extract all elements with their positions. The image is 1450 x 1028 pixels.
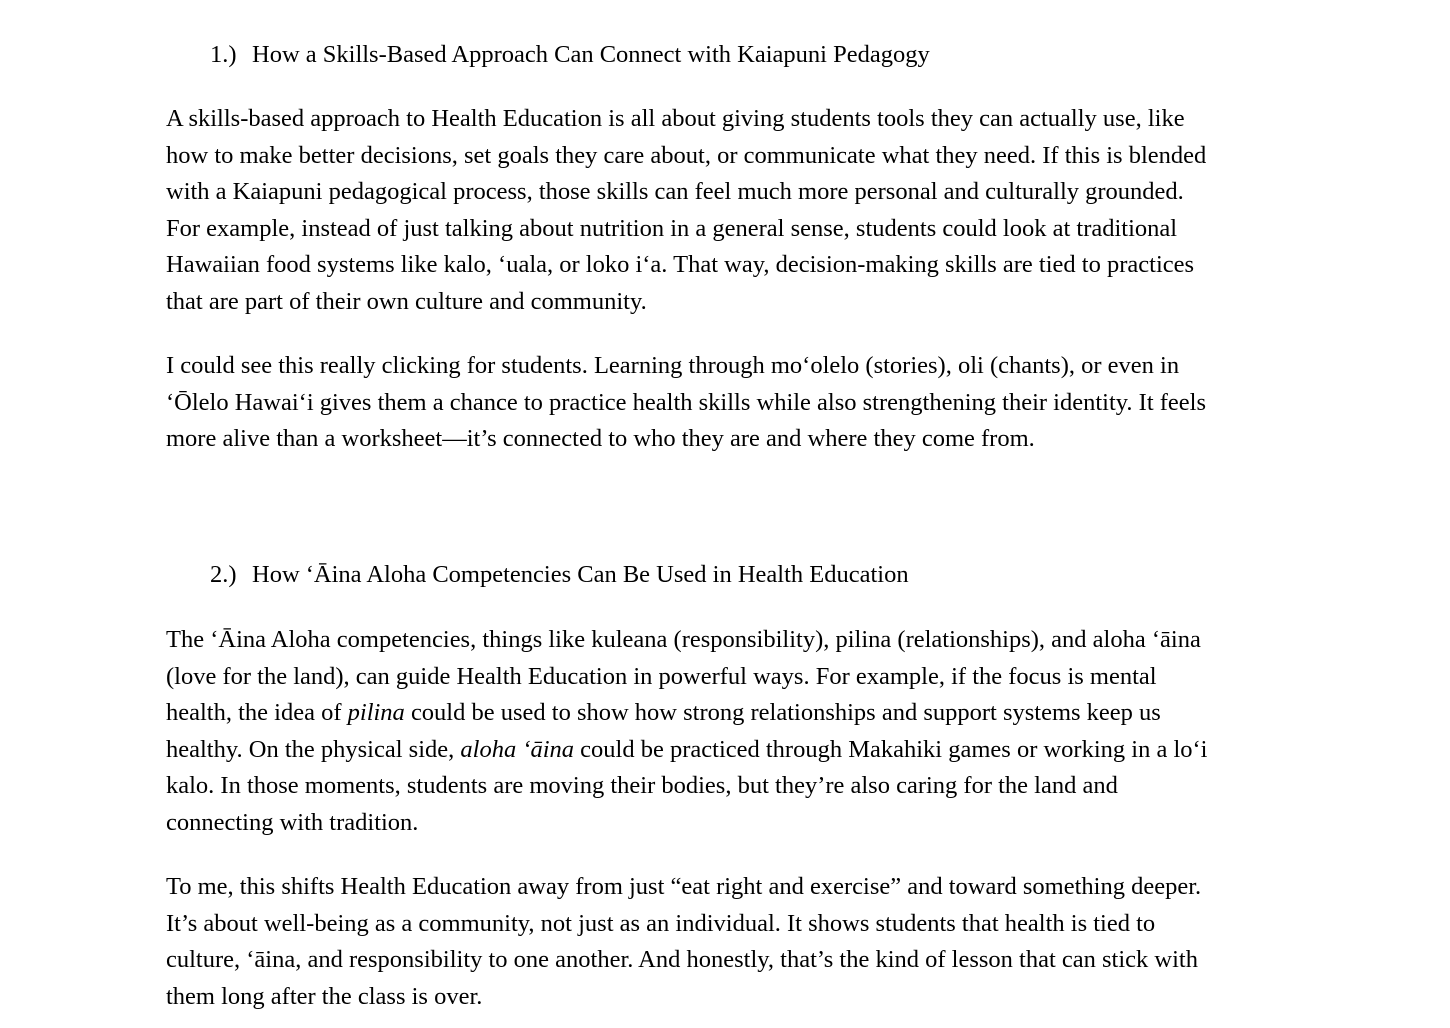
- text-run: health, the idea of: [166, 699, 348, 726]
- text-line: It’s about well-being as a community, not just as an individual. It shows students that health is tied to: [166, 909, 1156, 937]
- text-line: ‘Ōlelo Hawai‘i gives them a chance to practice health skills while also strengthening their identity. It feels: [166, 388, 1207, 416]
- text-line: To me, this shifts Health Education away from just “eat right and exercise” and toward something deeper.: [166, 873, 1202, 900]
- section-2-heading: [210, 560, 909, 590]
- text-line: A skills-based approach to Health Education is all about giving students tools they can actually use, like: [166, 105, 1185, 132]
- text-line: that are part of their own culture and community.: [166, 287, 647, 315]
- text-line: connecting with tradition.: [166, 808, 419, 836]
- text-line: [166, 695, 1296, 732]
- section-1-title: How a Skills-Based Approach Can Connect with Kaiapuni Pedagogy: [252, 41, 930, 68]
- text-line: kalo. In those moments, students are moving their bodies, but they’re also caring for the land and: [166, 772, 1118, 799]
- section-1-number: 1.): [210, 41, 237, 68]
- section-1-paragraph-2: [166, 348, 1296, 458]
- text-line: Hawaiian food systems like kalo, ‘uala, or loko i‘a. That way, decision-making skills are tied to practices: [166, 251, 1195, 278]
- text-run: healthy. On the physical side,: [166, 735, 461, 763]
- section-2-paragraph-1: [166, 622, 1296, 841]
- section-1-heading: [210, 40, 930, 70]
- text-run: could be used to show how strong relationships and support systems keep us: [404, 699, 1161, 726]
- text-line: how to make better decisions, set goals they care about, or communicate what they need. If this is blended: [166, 141, 1207, 169]
- section-2-paragraph-2: [166, 869, 1296, 1015]
- section-2-title: How ‘Āina Aloha Competencies Can Be Used in Health Education: [252, 561, 909, 588]
- text-line: For example, instead of just talking about nutrition in a general sense, students could look at traditional: [166, 214, 1178, 242]
- text-line: them long after the class is over.: [166, 982, 483, 1010]
- emphasis-pilina: pilina: [347, 699, 405, 726]
- text-run: could be practiced through Makahiki games or working in a lo‘i: [574, 735, 1208, 763]
- text-line: more alive than a worksheet—it’s connected to who they are and where they come from.: [166, 425, 1035, 452]
- text-line: culture, ‘āina, and responsibility to one another. And honestly, that’s the kind of lesson that can stick with: [166, 946, 1198, 973]
- section-2-number: 2.): [210, 561, 237, 588]
- section-1-paragraph-1: [166, 101, 1296, 320]
- emphasis-aloha-aina: aloha ‘āina: [460, 735, 575, 763]
- text-line: with a Kaiapuni pedagogical process, those skills can feel much more personal and culturally grounded.: [166, 178, 1184, 205]
- text-line: The ‘Āina Aloha competencies, things like kuleana (responsibility), pilina (relationships), and aloha ‘āina: [166, 626, 1201, 653]
- text-line: I could see this really clicking for students. Learning through mo‘olelo (stories), oli (chants), or even in: [166, 352, 1180, 379]
- text-line: [166, 732, 1296, 769]
- text-line: (love for the land), can guide Health Education in powerful ways. For example, if the focus is mental: [166, 662, 1157, 690]
